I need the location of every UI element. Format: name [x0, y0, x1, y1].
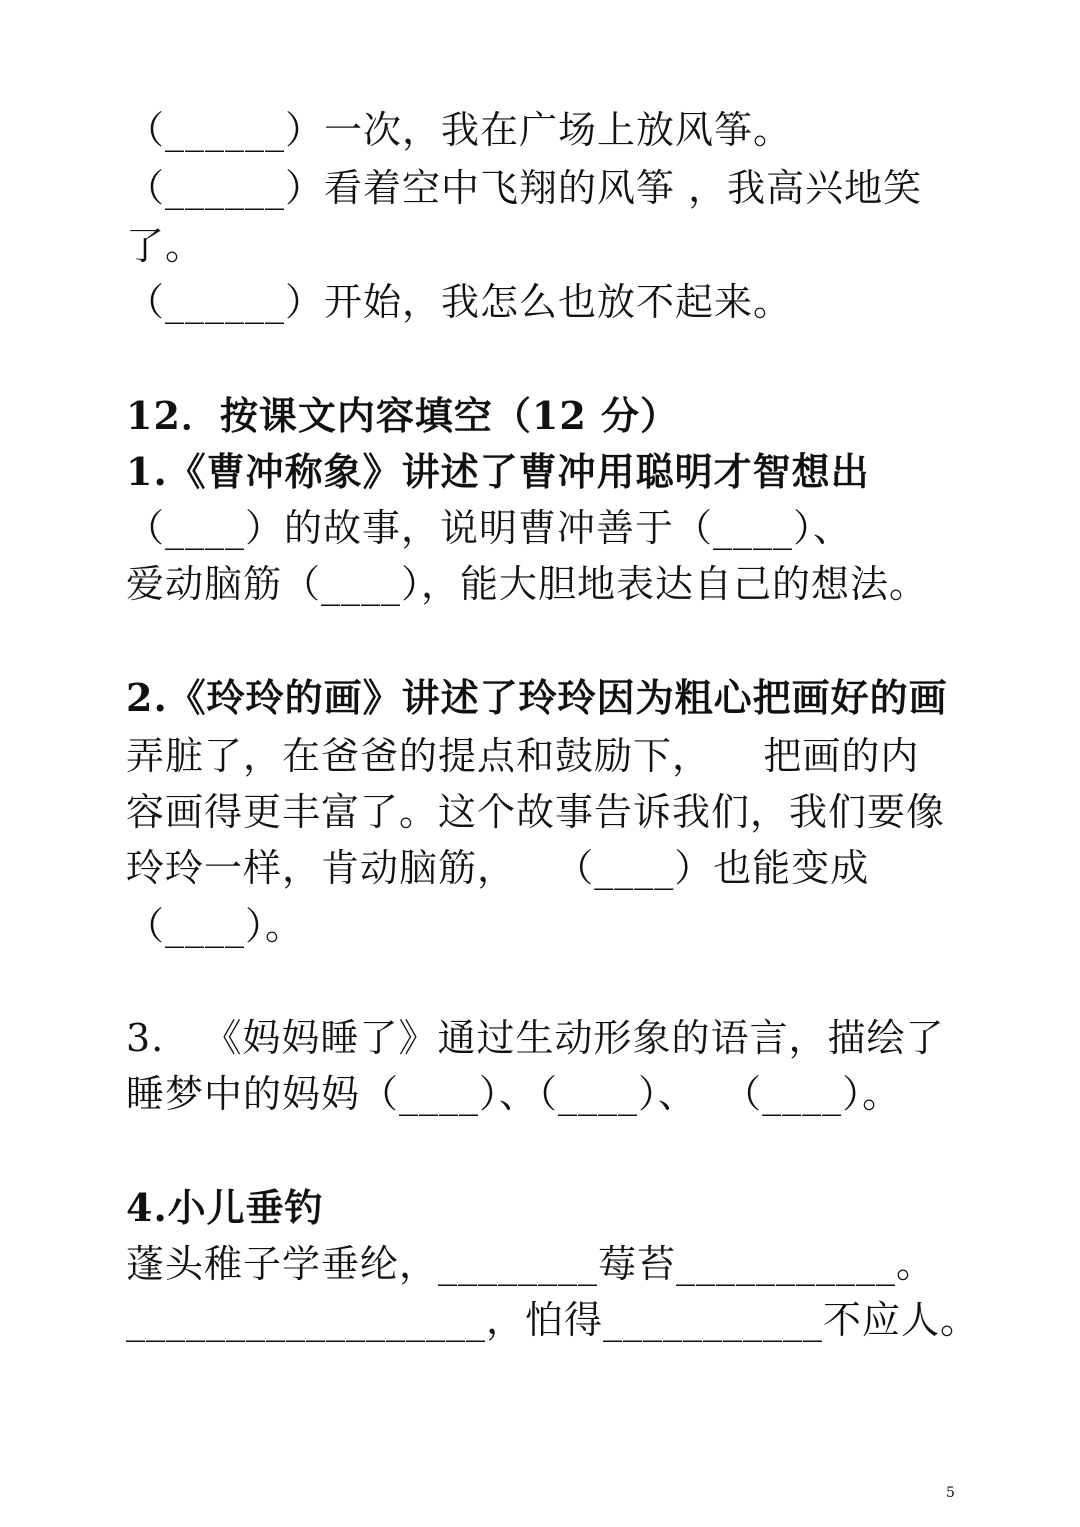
exercise-line: 了。 [126, 224, 205, 268]
question-line: 2.《玲玲的画》讲述了玲玲因为粗心把画好的画 [126, 675, 948, 720]
question-line: （____）。 [126, 904, 305, 948]
question-line: 1.《曹冲称象》讲述了曹冲用聪明才智想出 [126, 449, 870, 494]
question-line: （____）的故事，说明曹冲善于（____）、 [126, 506, 853, 550]
exercise-line: （______）看着空中飞翔的风筝 ，我高兴地笑 [126, 166, 923, 210]
question-title: 4.小儿垂钓 [126, 1185, 324, 1230]
page-number: 5 [946, 1485, 955, 1501]
question-title: 12．按课文内容填空（12 分） [126, 393, 679, 438]
question-line: 3. 《妈妈睡了》通过生动形象的语言，描绘了 [126, 1016, 945, 1060]
exercise-line: （______）开始，我怎么也放不起来。 [126, 280, 793, 324]
question-line: 容画得更丰富了。这个故事告诉我们，我们要像 [126, 790, 946, 834]
question-line: __________________，怕得___________不应人。 [126, 1298, 980, 1342]
question-line: 弄脏了，在爸爸的提点和鼓励下， 把画的内 [126, 734, 920, 778]
question-line: 玲玲一样，肯动脑筋， （____）也能变成 [126, 846, 870, 890]
exercise-line: （______）一次，我在广场上放风筝。 [126, 108, 793, 152]
question-line: 蓬头稚子学垂纶，________莓苔___________。 [126, 1242, 936, 1286]
question-line: 爱动脑筋（____），能大胆地表达自己的想法。 [126, 562, 929, 606]
question-line: 睡梦中的妈妈（____）、（____）、 （____）。 [126, 1072, 902, 1116]
